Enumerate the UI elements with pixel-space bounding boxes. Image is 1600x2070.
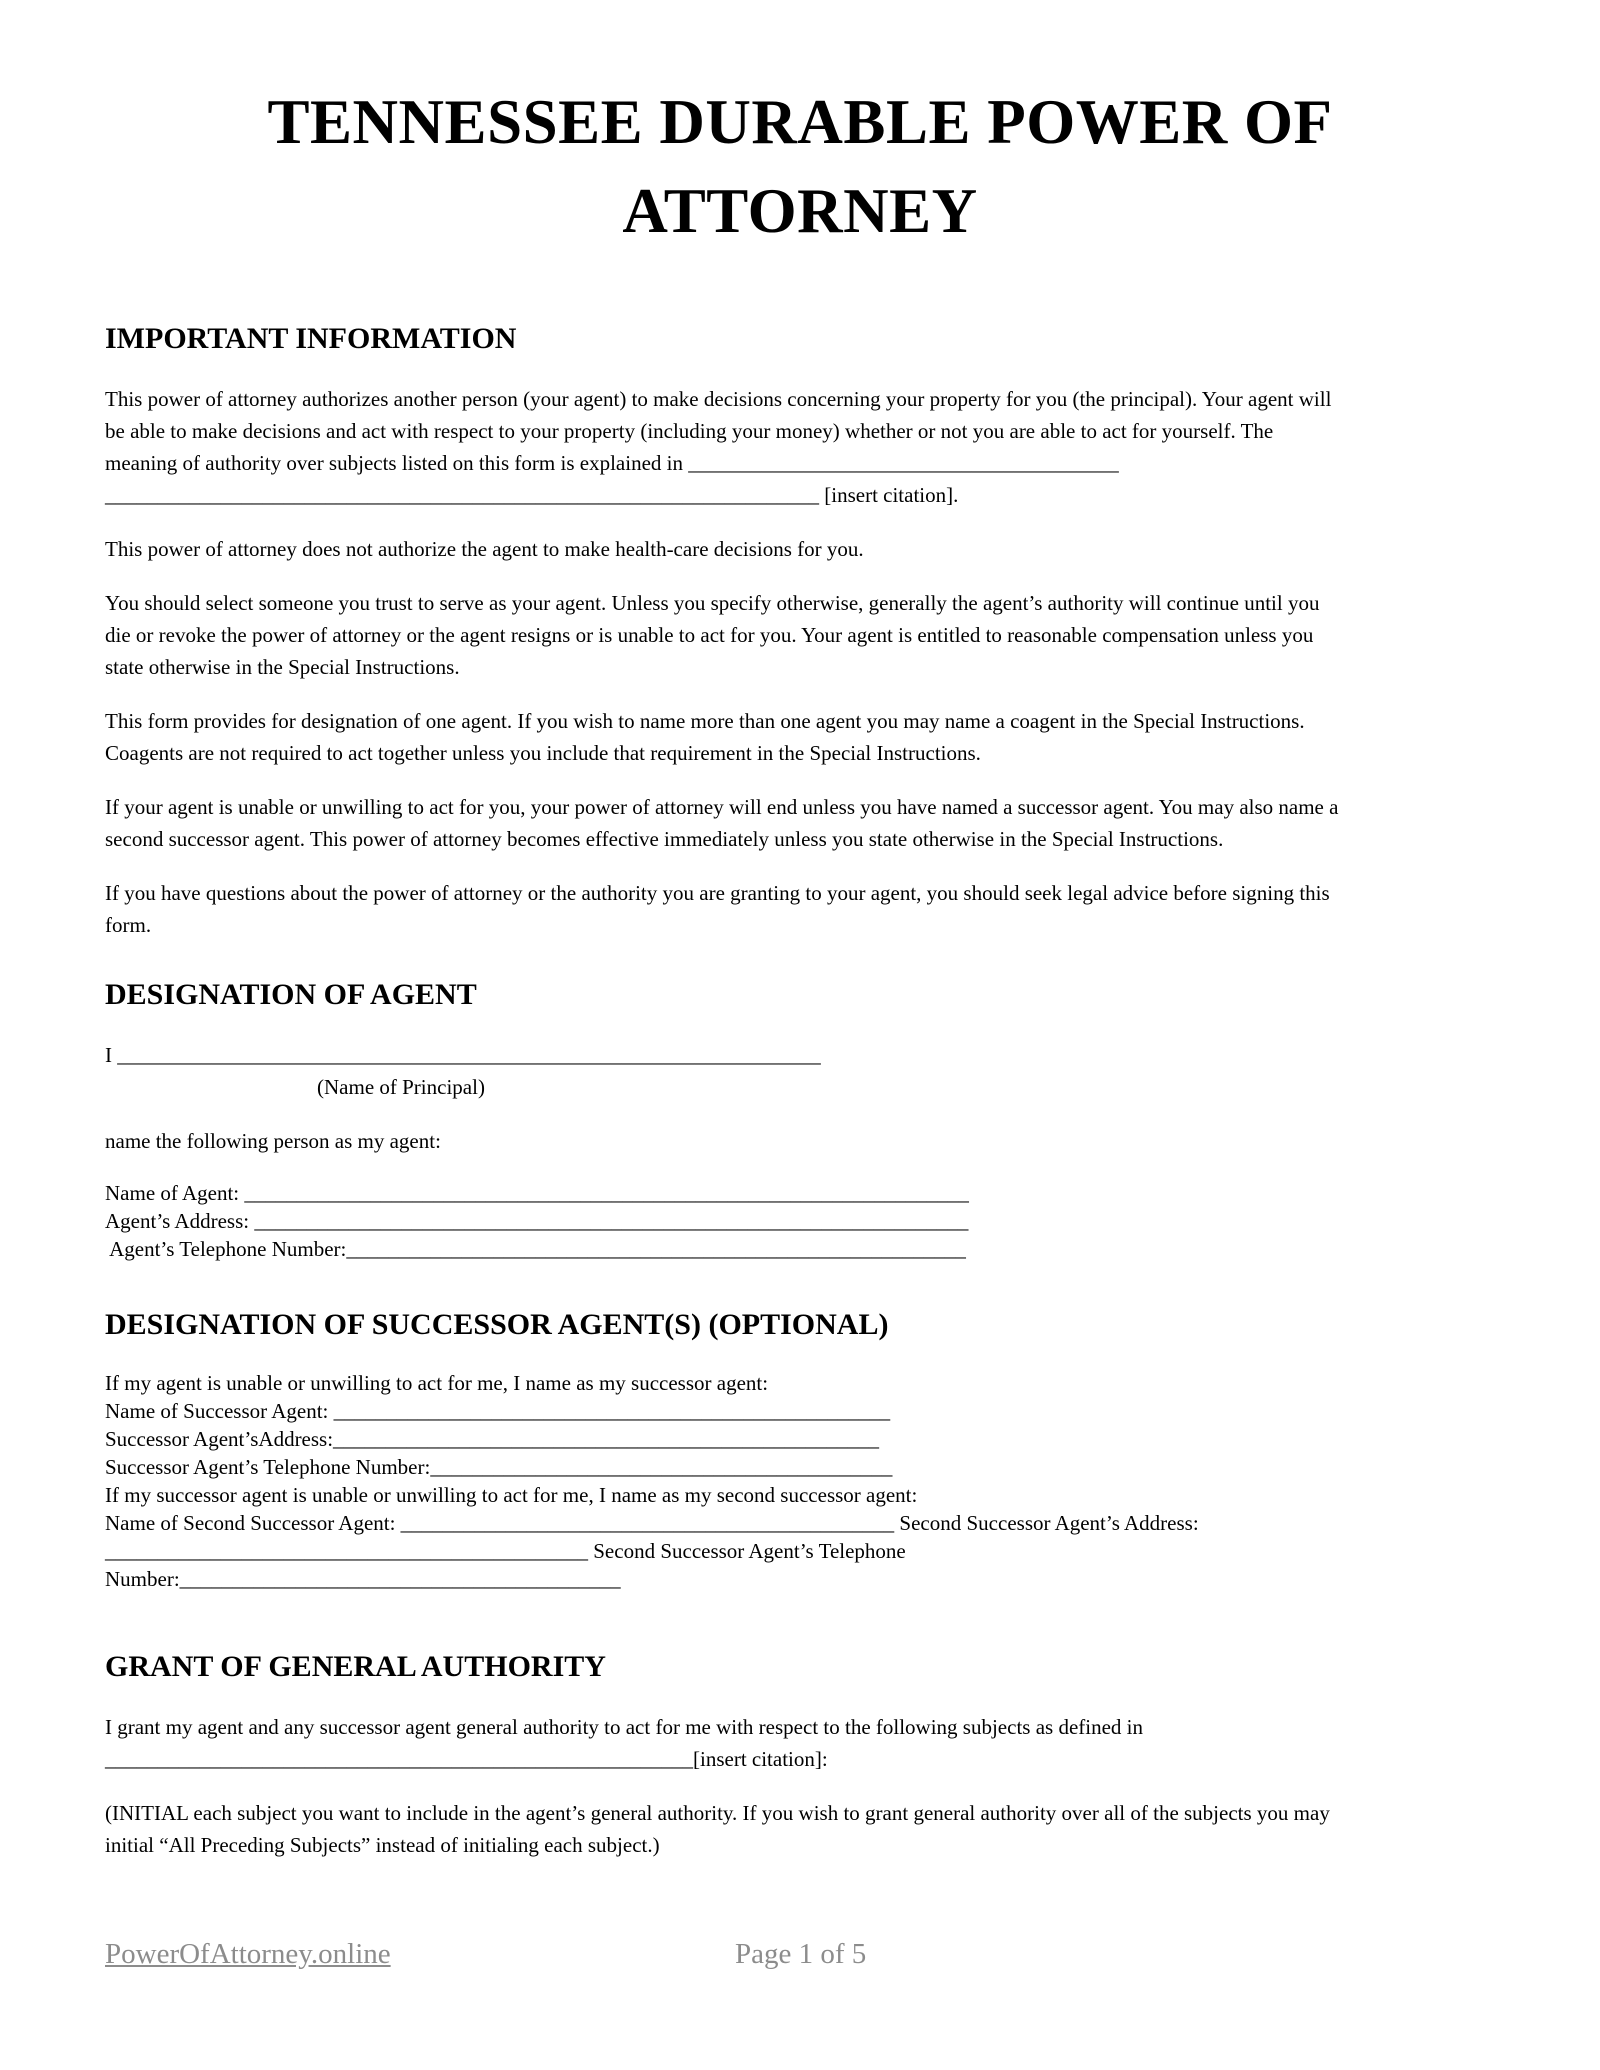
- principal-name-caption: (Name of Principal): [317, 1074, 485, 1099]
- paragraph-line: Coagents are not required to act together unless you include that requirement in the Special Instructions.: [105, 740, 981, 765]
- field-successor-agent-address: Successor Agent’sAddress:____________________________________________________: [105, 1426, 880, 1451]
- footer-site-link[interactable]: PowerOfAttorney.online: [105, 1938, 391, 1970]
- paragraph-line: state otherwise in the Special Instructions.: [105, 654, 460, 679]
- grant-intro-block: [105, 1711, 1495, 1775]
- paragraph-line: (INITIAL each subject you want to include in the agent’s general authority. If you wish to grant general authority over all of the subjects you may: [105, 1800, 1330, 1825]
- paragraph-line: This form provides for designation of one agent. If you wish to name more than one agent you may name a coagent in the Special Instructions.: [105, 708, 1305, 733]
- section-heading-important-information: IMPORTANT INFORMATION: [105, 321, 517, 355]
- footer-page-number: Page 1 of 5: [735, 1938, 867, 1970]
- paragraph-line: be able to make decisions and act with respect to your property (including your money) whether or not you are able to act for yourself. The: [105, 418, 1274, 443]
- field-successor-agent-telephone: Successor Agent’s Telephone Number:____________________________________________: [105, 1454, 893, 1479]
- paragraph-line: die or revoke the power of attorney or the agent resigns or is unable to act for you. Your agent is entitled to reasonable compensation unless you: [105, 622, 1314, 647]
- paragraph-line: name the following person as my agent:: [105, 1128, 441, 1153]
- document-title-line2: ATTORNEY: [622, 176, 978, 247]
- successor-intro-line: If my agent is unable or unwilling to act for me, I name as my successor agent:: [105, 1370, 769, 1395]
- paragraph-line: If you have questions about the power of attorney or the authority you are granting to your agent, you should seek legal advice before signing this: [105, 880, 1330, 905]
- paragraph-line: You should select someone you trust to serve as your agent. Unless you specify otherwise, generally the agent’s authority will continue until you: [105, 590, 1320, 615]
- paragraph-line: second successor agent. This power of attorney becomes effective immediately unless you state otherwise in the Special Instructions.: [105, 826, 1224, 851]
- paragraph-line: form.: [105, 912, 152, 937]
- paragraph-line-citation-blank: ____________________________________________________________________ [insert citation].: [105, 482, 959, 507]
- document-title: [105, 78, 1495, 257]
- principal-name-blank: I ___________________________________________________________________: [105, 1042, 821, 1067]
- paragraph-successor-note: [105, 791, 1495, 855]
- section-heading-designation-of-successor-agent: DESIGNATION OF SUCCESSOR AGENT(S) (OPTIONAL): [105, 1307, 889, 1341]
- field-second-successor-agent-telephone: Number:__________________________________________: [105, 1566, 621, 1591]
- paragraph-line: If your agent is unable or unwilling to act for you, your power of attorney will end unless you have named a successor agent. You may also name a: [105, 794, 1339, 819]
- field-agent-address: Agent’s Address: ____________________________________________________________________: [105, 1208, 969, 1233]
- grant-initial-instructions: [105, 1797, 1495, 1861]
- paragraph-line: I grant my agent and any successor agent general authority to act for me with respect to the following subjects as defined in: [105, 1714, 1144, 1739]
- field-agent-telephone: Agent’s Telephone Number:___________________________________________________________: [105, 1236, 966, 1261]
- paragraph-line-citation-blank: meaning of authority over subjects listed on this form is explained in _________________________________________: [105, 450, 1119, 475]
- principal-name-block: [105, 1039, 1495, 1103]
- paragraph-line: This power of attorney authorizes another person (your agent) to make decisions concerning your property for you (the principal). Your agent will: [105, 386, 1332, 411]
- field-name-of-agent: Name of Agent: _____________________________________________________________________: [105, 1180, 969, 1205]
- page-footer: [105, 1938, 1495, 1988]
- paragraph-line-citation-blank: ________________________________________________________[insert citation]:: [105, 1746, 828, 1771]
- field-successor-agent-name: Name of Successor Agent: _____________________________________________________: [105, 1398, 891, 1423]
- paragraph-coagent: [105, 705, 1495, 769]
- field-second-successor-agent-name: Name of Second Successor Agent: _______________________________________________ Second Successor Agent’s Address:: [105, 1510, 1199, 1535]
- paragraph-legal-advice: [105, 877, 1495, 941]
- paragraph-healthcare-note: [105, 533, 1495, 565]
- successor-fields-block: [105, 1369, 1495, 1593]
- field-second-successor-agent-address: ______________________________________________ Second Successor Agent’s Telephone: [105, 1538, 906, 1563]
- paragraph-line: This power of attorney does not authorize the agent to make health-care decisions for you.: [105, 536, 864, 561]
- paragraph-line: initial “All Preceding Subjects” instead of initialing each subject.): [105, 1832, 660, 1857]
- paragraph-select-agent: [105, 587, 1495, 683]
- document-title-line1: TENNESSEE DURABLE POWER OF: [267, 87, 1333, 157]
- agent-fields-block: [105, 1179, 1495, 1263]
- section-heading-grant-of-general-authority: GRANT OF GENERAL AUTHORITY: [105, 1649, 606, 1683]
- agent-intro-line: [105, 1125, 1495, 1157]
- second-successor-intro-line: If my successor agent is unable or unwilling to act for me, I name as my second successor agent:: [105, 1482, 918, 1507]
- paragraph-authority-intro: [105, 383, 1495, 511]
- section-heading-designation-of-agent: DESIGNATION OF AGENT: [105, 977, 477, 1011]
